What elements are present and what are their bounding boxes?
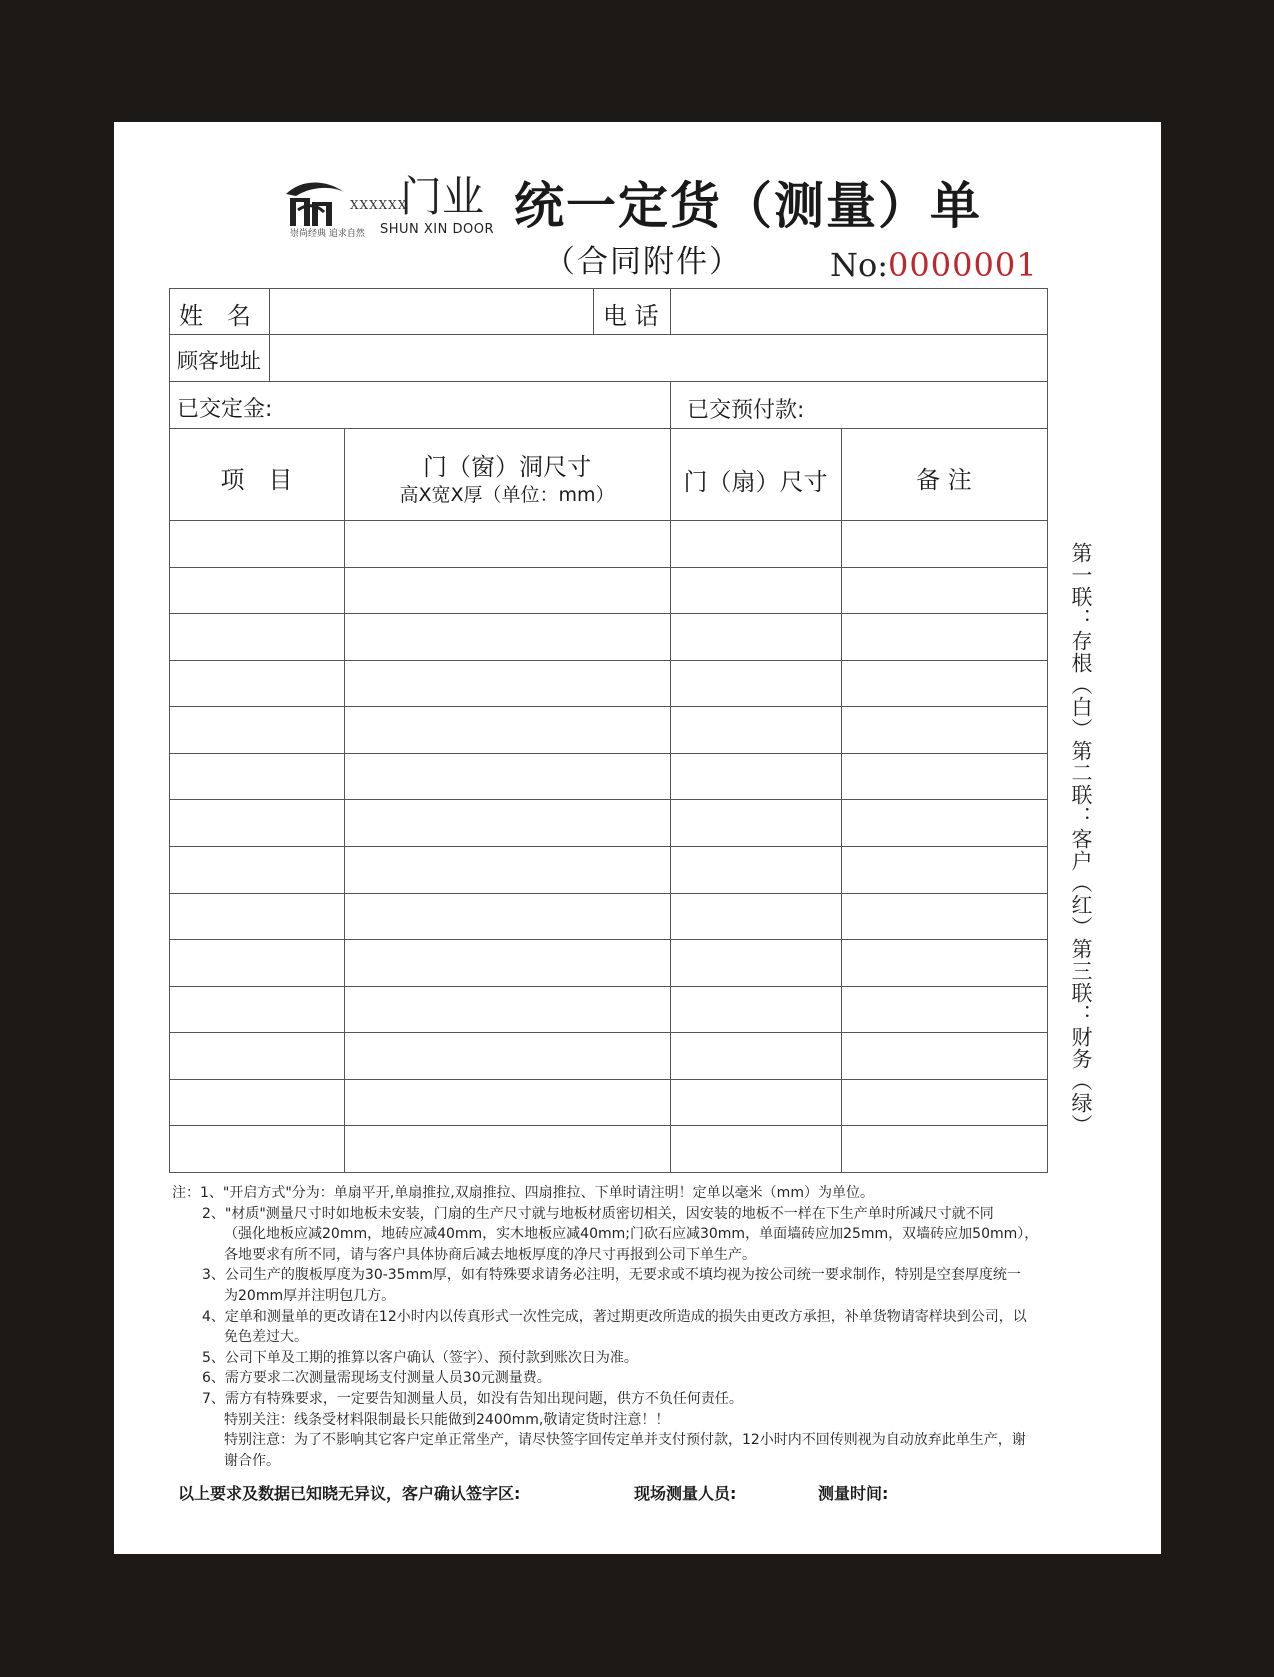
row-line <box>169 1125 1048 1126</box>
note-line: 各地要求有所不同，请与客户具体协商后减去地板厚度的净尺寸再报到公司下单生产。 <box>224 1246 756 1263</box>
row-line <box>169 567 1048 568</box>
order-form-sheet <box>114 122 1161 1554</box>
col-line <box>841 428 842 1173</box>
col-line <box>593 288 594 334</box>
note-line: 免色差过大。 <box>224 1329 308 1346</box>
row-line <box>169 706 1048 707</box>
name-input[interactable] <box>270 289 592 334</box>
deposit-label: 已交定金: <box>177 397 273 422</box>
row-line <box>169 753 1048 754</box>
surveyor-label: 现场测量人员: <box>634 1484 737 1503</box>
row-line <box>169 660 1048 661</box>
note-line: 4、定单和测量单的更改请在12小时内以传真形式一次性完成，著过期更改所造成的损失由更改方承担，补单货物请寄样块到公司，以 <box>202 1308 1027 1325</box>
border-right <box>1047 288 1048 1173</box>
row-line <box>169 986 1048 987</box>
deposit-input[interactable] <box>289 382 669 428</box>
note-line: 2、"材质"测量尺寸时如地板未安装，门扇的生产尺寸就与地板材质密切相关，因安装的地板不一样在下生产单时所减尺寸就不同 <box>202 1205 994 1222</box>
row-line <box>169 613 1048 614</box>
border-bottom <box>169 1172 1048 1173</box>
row-line <box>169 1079 1048 1080</box>
note-line: 特别注意：为了不影响其它客户定单正常坐产，请尽快签字回传定单并支付预付款，12小时内不回传则视为自动放弃此单生产，谢 <box>224 1432 1026 1449</box>
note-line: 谢合作。 <box>224 1452 280 1469</box>
header-bottom-line <box>169 520 1048 521</box>
prepay-label: 已交预付款: <box>687 398 805 423</box>
phone-label: 电 话 <box>603 302 659 330</box>
form-title: 统一定货（测量）单 <box>514 177 982 235</box>
customer-signature-label: 以上要求及数据已知晓无异议，客户确认签字区: <box>178 1484 521 1503</box>
note-line: 注：1、"开启方式"分为：单扇平开,单扇推拉,双扇推拉、四扇推拉、下单时请注明！定单以毫米（mm）为单位。 <box>172 1185 874 1201</box>
col-header-opening-unit: 高X宽X厚（单位：mm） <box>399 484 615 506</box>
brand-name: 门业 <box>400 172 485 221</box>
col-line <box>670 381 671 428</box>
note-line: 5、公司下单及工期的推算以客户确认（签字）、预付款到账次日为准。 <box>202 1349 638 1366</box>
serial-value: 0000001 <box>888 246 1038 284</box>
address-input[interactable] <box>270 335 1047 381</box>
door-logo-icon <box>282 174 352 234</box>
survey-time-label: 测量时间: <box>818 1484 889 1503</box>
copy-distribution-note: 第一联：存根（白）第二联：客户（红）第三联：财务（绿） <box>1069 542 1093 1136</box>
notes-lead: 注： <box>172 1185 200 1201</box>
note-line: 特别关注：线条受材料限制最长只能做到2400mm,敬请定货时注意！！ <box>224 1411 670 1428</box>
row-line <box>169 428 1048 429</box>
brand-english-name: SHUN XIN DOOR <box>380 222 495 237</box>
address-label: 顾客地址 <box>177 349 261 373</box>
col-line <box>344 428 345 1173</box>
form-subtitle: （合同附件） <box>544 244 742 280</box>
row-line <box>169 893 1048 894</box>
terms-notes <box>172 1183 1122 1471</box>
col-line <box>670 428 671 1173</box>
name-label: 姓 名 <box>179 302 251 330</box>
brand-small-text: XXXXXX <box>350 198 408 212</box>
serial-prefix: No: <box>830 246 889 284</box>
serial-number <box>830 246 1038 284</box>
note-line: 为20mm厚并注明包几方。 <box>224 1287 396 1304</box>
row-line <box>169 939 1048 940</box>
col-header-item: 项 目 <box>220 466 293 494</box>
row-line <box>169 846 1048 847</box>
brand-slogan: 崇尚经典 追求自然 <box>290 229 365 239</box>
col-header-opening-size: 门（窗）洞尺寸 <box>423 453 591 481</box>
row-line <box>169 799 1048 800</box>
note-line: 7、需方有特殊要求，一定要告知测量人员，如没有告知出现问题，供方不负任何责任。 <box>202 1390 743 1407</box>
order-table <box>169 288 1048 1173</box>
note-line: （强化地板应减20mm，地砖应减40mm，实木地板应减40mm;门砍石应减30mm，单面墙砖应加25mm，双墙砖应加50mm）， <box>224 1226 1039 1243</box>
phone-input[interactable] <box>671 289 1047 334</box>
row-line <box>169 1032 1048 1033</box>
note-line: 3、公司生产的腹板厚度为30-35mm厚，如有特殊要求请务必注明，无要求或不填均视为按公司统一要求制作，特别是空套厚度统一 <box>202 1267 1021 1284</box>
col-header-door-size: 门（扇）尺寸 <box>683 468 828 496</box>
prepay-input[interactable] <box>819 382 1047 428</box>
col-header-remark: 备 注 <box>916 466 972 494</box>
border-left <box>169 288 170 1173</box>
note-line: 6、需方要求二次测量需现场支付测量人员30元测量费。 <box>202 1370 551 1387</box>
